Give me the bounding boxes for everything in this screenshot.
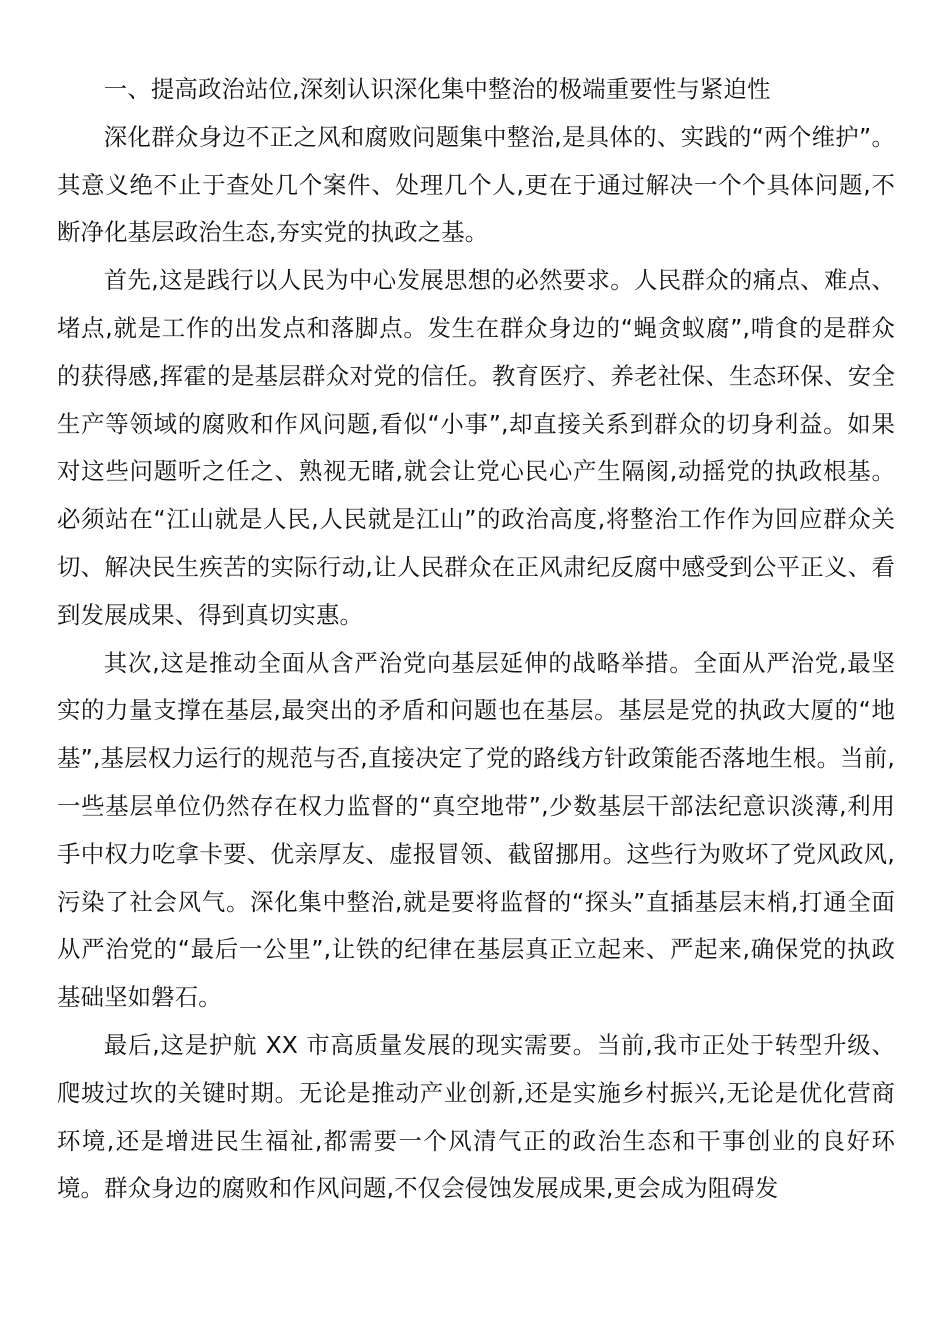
paragraph-second: 其次,这是推动全面从含严治党向基层延伸的战略举措。全面从严治党,最坚实的力量支撑在基层,最突出的矛盾和问题也在基层。基层是党的执政大厦的“地基”,基层权力运行的规范与否,直接决定了党的路线方针政策能否落地生根。当前,一些基层单位仍然存在权力监督的“真空地带”,少数基层干部法纪意识淡薄,利用手中权力吃拿卡要、优亲厚友、虚报冒领、截留挪用。这些行为败坏了党风政风,污染了社会风气。深化集中整治,就是要将监督的“探头”直插基层末梢,打通全面从严治党的“最后一公里”,让铁的纪律在基层真正立起来、严起来,确保党的执政基础坚如磐石。 [57, 648, 895, 1012]
paragraph-intro: 深化群众身边不正之风和腐败问题集中整治,是具体的、实践的“两个维护”。其意义绝不止于查处几个案件、处理几个人,更在于通过解决一个个具体问题,不断净化基层政治生态,夯实党的执政之基。 [57, 122, 895, 247]
document-page [57, 66, 895, 1213]
paragraph-first: 首先,这是践行以人民为中心发展思想的必然要求。人民群众的痛点、难点、堵点,就是工作的出发点和落脚点。发生在群众身边的“蝇贪蚁腐”,啃食的是群众的获得感,挥霍的是基层群众对党的信任。教育医疗、养老社保、生态环保、安全生产等领域的腐败和作风问题,看似“小事”,却直接关系到群众的切身利益。如果对这些问题听之任之、熟视无睹,就会让党心民心产生隔阂,动摇党的执政根基。必须站在“江山就是人民,人民就是江山”的政治高度,将整治工作作为回应群众关切、解决民生疾苦的实际行动,让人民群众在正风肃纪反腐中感受到公平正义、看到发展成果、得到真切实惠。 [57, 266, 895, 629]
paragraph-third: 最后,这是护航 XX 市高质量发展的现实需要。当前,我市正处于转型升级、爬坡过坎的关键时期。无论是推动产业创新,还是实施乡村振兴,无论是优化营商环境,还是增进民生福祉,都需要一个风清气正的政治生态和干事创业的良好环境。群众身边的腐败和作风问题,不仅会侵蚀发展成果,更会成为阻碍发 [57, 1030, 895, 1203]
section-heading: 一、提高政治站位,深刻认识深化集中整治的极端重要性与紧迫性 [103, 75, 771, 103]
